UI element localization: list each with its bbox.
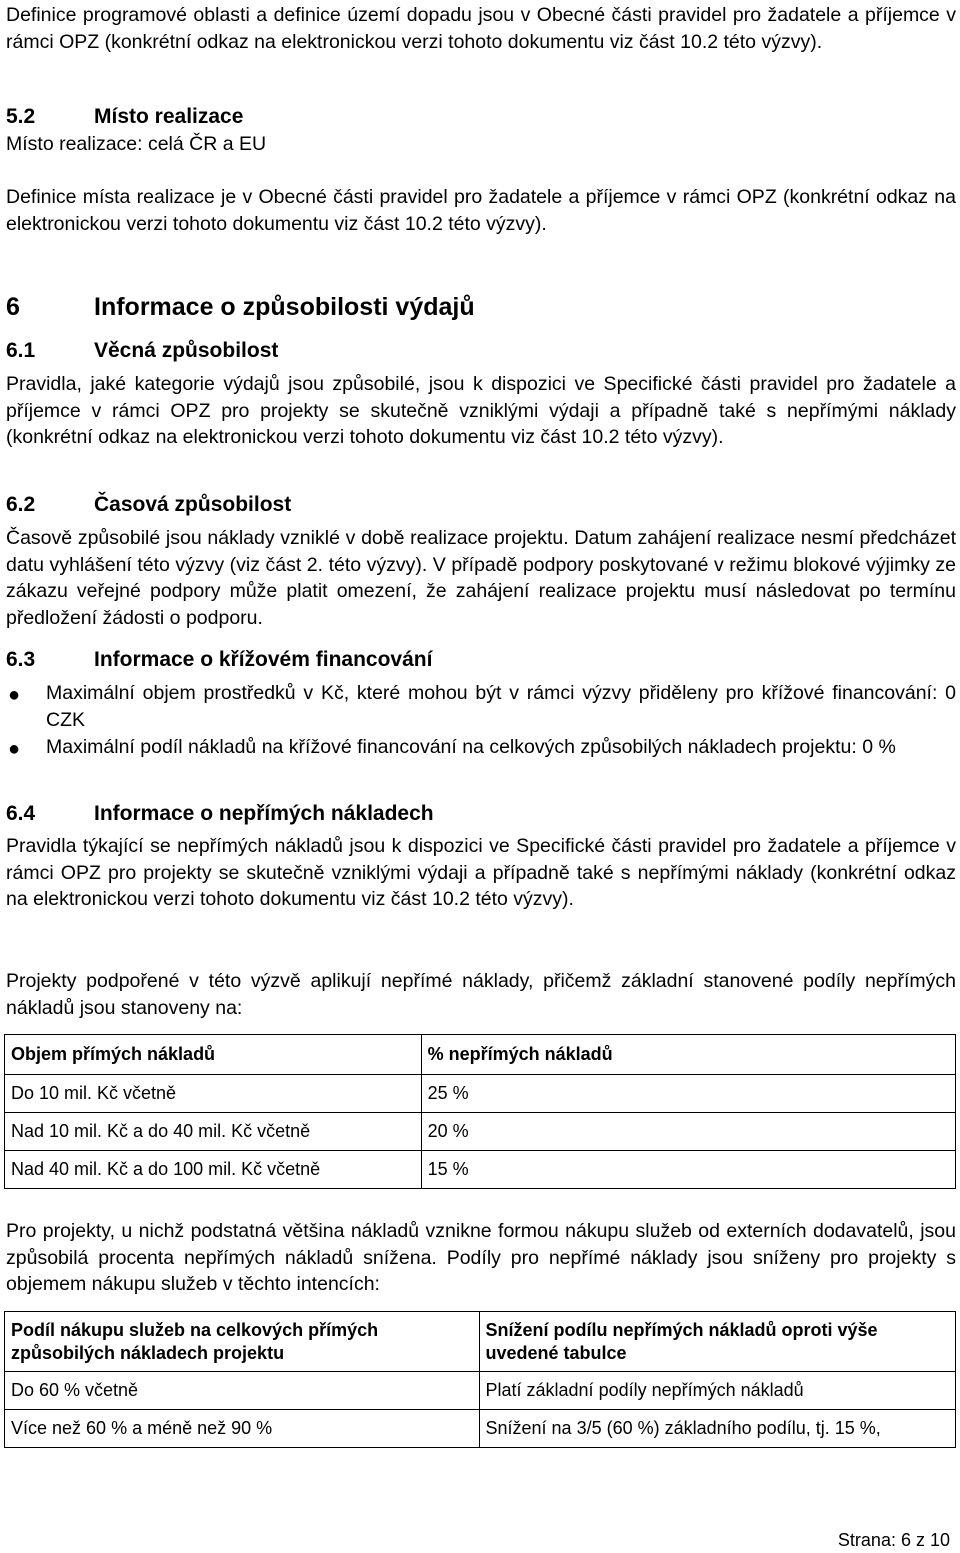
section-paragraph: Časově způsobilé jsou náklady vzniklé v době realizace projektu. Datum zahájení realizace nesmí předcházet datu vyhlášení této výzvy (viz část 2. této výzvy). V případě podpory poskytované v režimu blokové výjimky ze zákazu veřejné podpory může platit omezení, že zahájení realizace projektu musí následovat po termínu předložení žádosti o podporu. — [6, 527, 956, 629]
bullet-icon: ● — [8, 738, 21, 760]
section-number: 6.3 — [6, 648, 36, 671]
section-title: Věcná způsobilost — [94, 339, 279, 362]
section-title: Informace o křížovém financování — [94, 648, 433, 671]
table-row — [5, 1410, 956, 1448]
services-reduction-intro — [6, 1218, 956, 1298]
section-6-3 — [6, 646, 956, 761]
list-item — [6, 734, 956, 761]
section-number: 6.4 — [6, 802, 36, 825]
table-row — [5, 1075, 956, 1113]
section-6-2 — [6, 491, 956, 631]
page-number: Strana: 6 z 10 — [837, 1530, 950, 1550]
section-6 — [6, 292, 956, 322]
table-cell: Nad 10 mil. Kč a do 40 mil. Kč včetně — [5, 1113, 422, 1151]
table-cell: Platí základní podíly nepřímých nákladů — [479, 1372, 956, 1410]
section-number: 6.1 — [6, 339, 36, 362]
list-item-text: Maximální podíl nákladů na křížové financování na celkových způsobilých nákladech projektu: 0 % — [46, 736, 896, 758]
table-cell: Do 60 % včetně — [5, 1372, 480, 1410]
table-cell: 20 % — [421, 1113, 955, 1151]
table-cell: Do 10 mil. Kč včetně — [5, 1075, 422, 1113]
table-cell: 15 % — [421, 1151, 955, 1189]
intro-paragraph: Definice programové oblasti a definice území dopadu jsou v Obecné části pravidel pro žadatele a příjemce v rámci OPZ (konkrétní odkaz na elektronickou verzi tohoto dokumentu viz část 10.2 této výzvy). — [6, 4, 956, 53]
place-definition-block — [6, 184, 956, 237]
section-number: 6.2 — [6, 493, 36, 516]
section-heading — [6, 337, 956, 365]
section-5-2 — [6, 103, 956, 158]
indirect-costs-table — [4, 1034, 956, 1189]
section-title: Informace o nepřímých nákladech — [94, 802, 434, 825]
table-header-row — [5, 1035, 956, 1075]
section-6-4 — [6, 800, 956, 913]
section-paragraph: Pravidla, jaké kategorie výdajů jsou způsobilé, jsou k dispozici ve Specifické části pravidel pro žadatele a příjemce v rámci OPZ pro projekty se skutečně vzniklými výdaji a případně také s nepřímými náklady (konkrétní odkaz na elektronickou verzi tohoto dokumentu viz část 10.2 této výzvy). — [6, 373, 956, 448]
chapter-title: Informace o způsobilosti výdajů — [94, 293, 475, 321]
section-title: Časová způsobilost — [94, 493, 292, 516]
section-number: 5.2 — [6, 105, 36, 128]
cross-financing-list — [6, 680, 956, 761]
list-item — [6, 680, 956, 734]
table-row — [5, 1151, 956, 1189]
section-heading — [6, 491, 956, 519]
table-row — [5, 1113, 956, 1151]
section-paragraph: Pro projekty, u nichž podstatná většina nákladů vznikne formou nákupu služeb od externích dodavatelů, jsou způsobilá procenta nepřímých nákladů snížena. Podíly pro nepřímé náklady jsou sníženy pro projekty s objemem nákupu služeb v těchto intencích: — [6, 1220, 956, 1295]
table-row — [5, 1372, 956, 1410]
list-item-text: Maximální objem prostředků v Kč, které mohou být v rámci výzvy přiděleny pro křížové financování: 0 CZK — [46, 682, 956, 731]
place-definition-paragraph: Definice místa realizace je v Obecné části pravidel pro žadatele a příjemce v rámci OPZ (konkrétní odkaz na elektronickou verzi tohoto dokumentu viz část 10.2 této výzvy). — [6, 186, 956, 235]
intro-block — [6, 2, 956, 55]
services-reduction-table — [4, 1311, 956, 1448]
section-paragraph: Projekty podpořené v této výzvě aplikují nepřímé náklady, přičemž základní stanovené podíly nepřímých nákladů jsou stanoveny na: — [6, 970, 956, 1019]
indirect-costs-intro — [6, 968, 956, 1021]
section-6-1 — [6, 337, 956, 451]
place-line: Místo realizace: celá ČR a EU — [6, 133, 267, 155]
table-header-cell: % nepřímých nákladů — [421, 1035, 955, 1075]
section-heading — [6, 646, 956, 674]
table-cell: Nad 40 mil. Kč a do 100 mil. Kč včetně — [5, 1151, 422, 1189]
chapter-number: 6 — [6, 293, 20, 321]
table-header-cell: Podíl nákupu služeb na celkových přímých způsobilých nákladech projektu — [5, 1312, 480, 1372]
table-cell: Více než 60 % a méně než 90 % — [5, 1410, 480, 1448]
section-heading — [6, 800, 956, 828]
table-header-cell: Snížení podílu nepřímých nákladů oproti výše uvedené tabulce — [479, 1312, 956, 1372]
section-title: Místo realizace — [94, 105, 244, 128]
section-heading — [6, 103, 956, 131]
table-header-row — [5, 1312, 956, 1372]
bullet-icon: ● — [8, 684, 21, 706]
table-cell: Snížení na 3/5 (60 %) základního podílu, tj. 15 %, — [479, 1410, 956, 1448]
table-header-cell: Objem přímých nákladů — [5, 1035, 422, 1075]
chapter-heading — [6, 292, 956, 322]
section-paragraph: Pravidla týkající se nepřímých nákladů jsou k dispozici ve Specifické části pravidel pro žadatele a příjemce v rámci OPZ pro projekty se skutečně vzniklými výdaji a případně také s nepřímými náklady (konkrétní odkaz na elektronickou verzi tohoto dokumentu viz část 10.2 této výzvy). — [6, 835, 956, 910]
table-cell: 25 % — [421, 1075, 955, 1113]
